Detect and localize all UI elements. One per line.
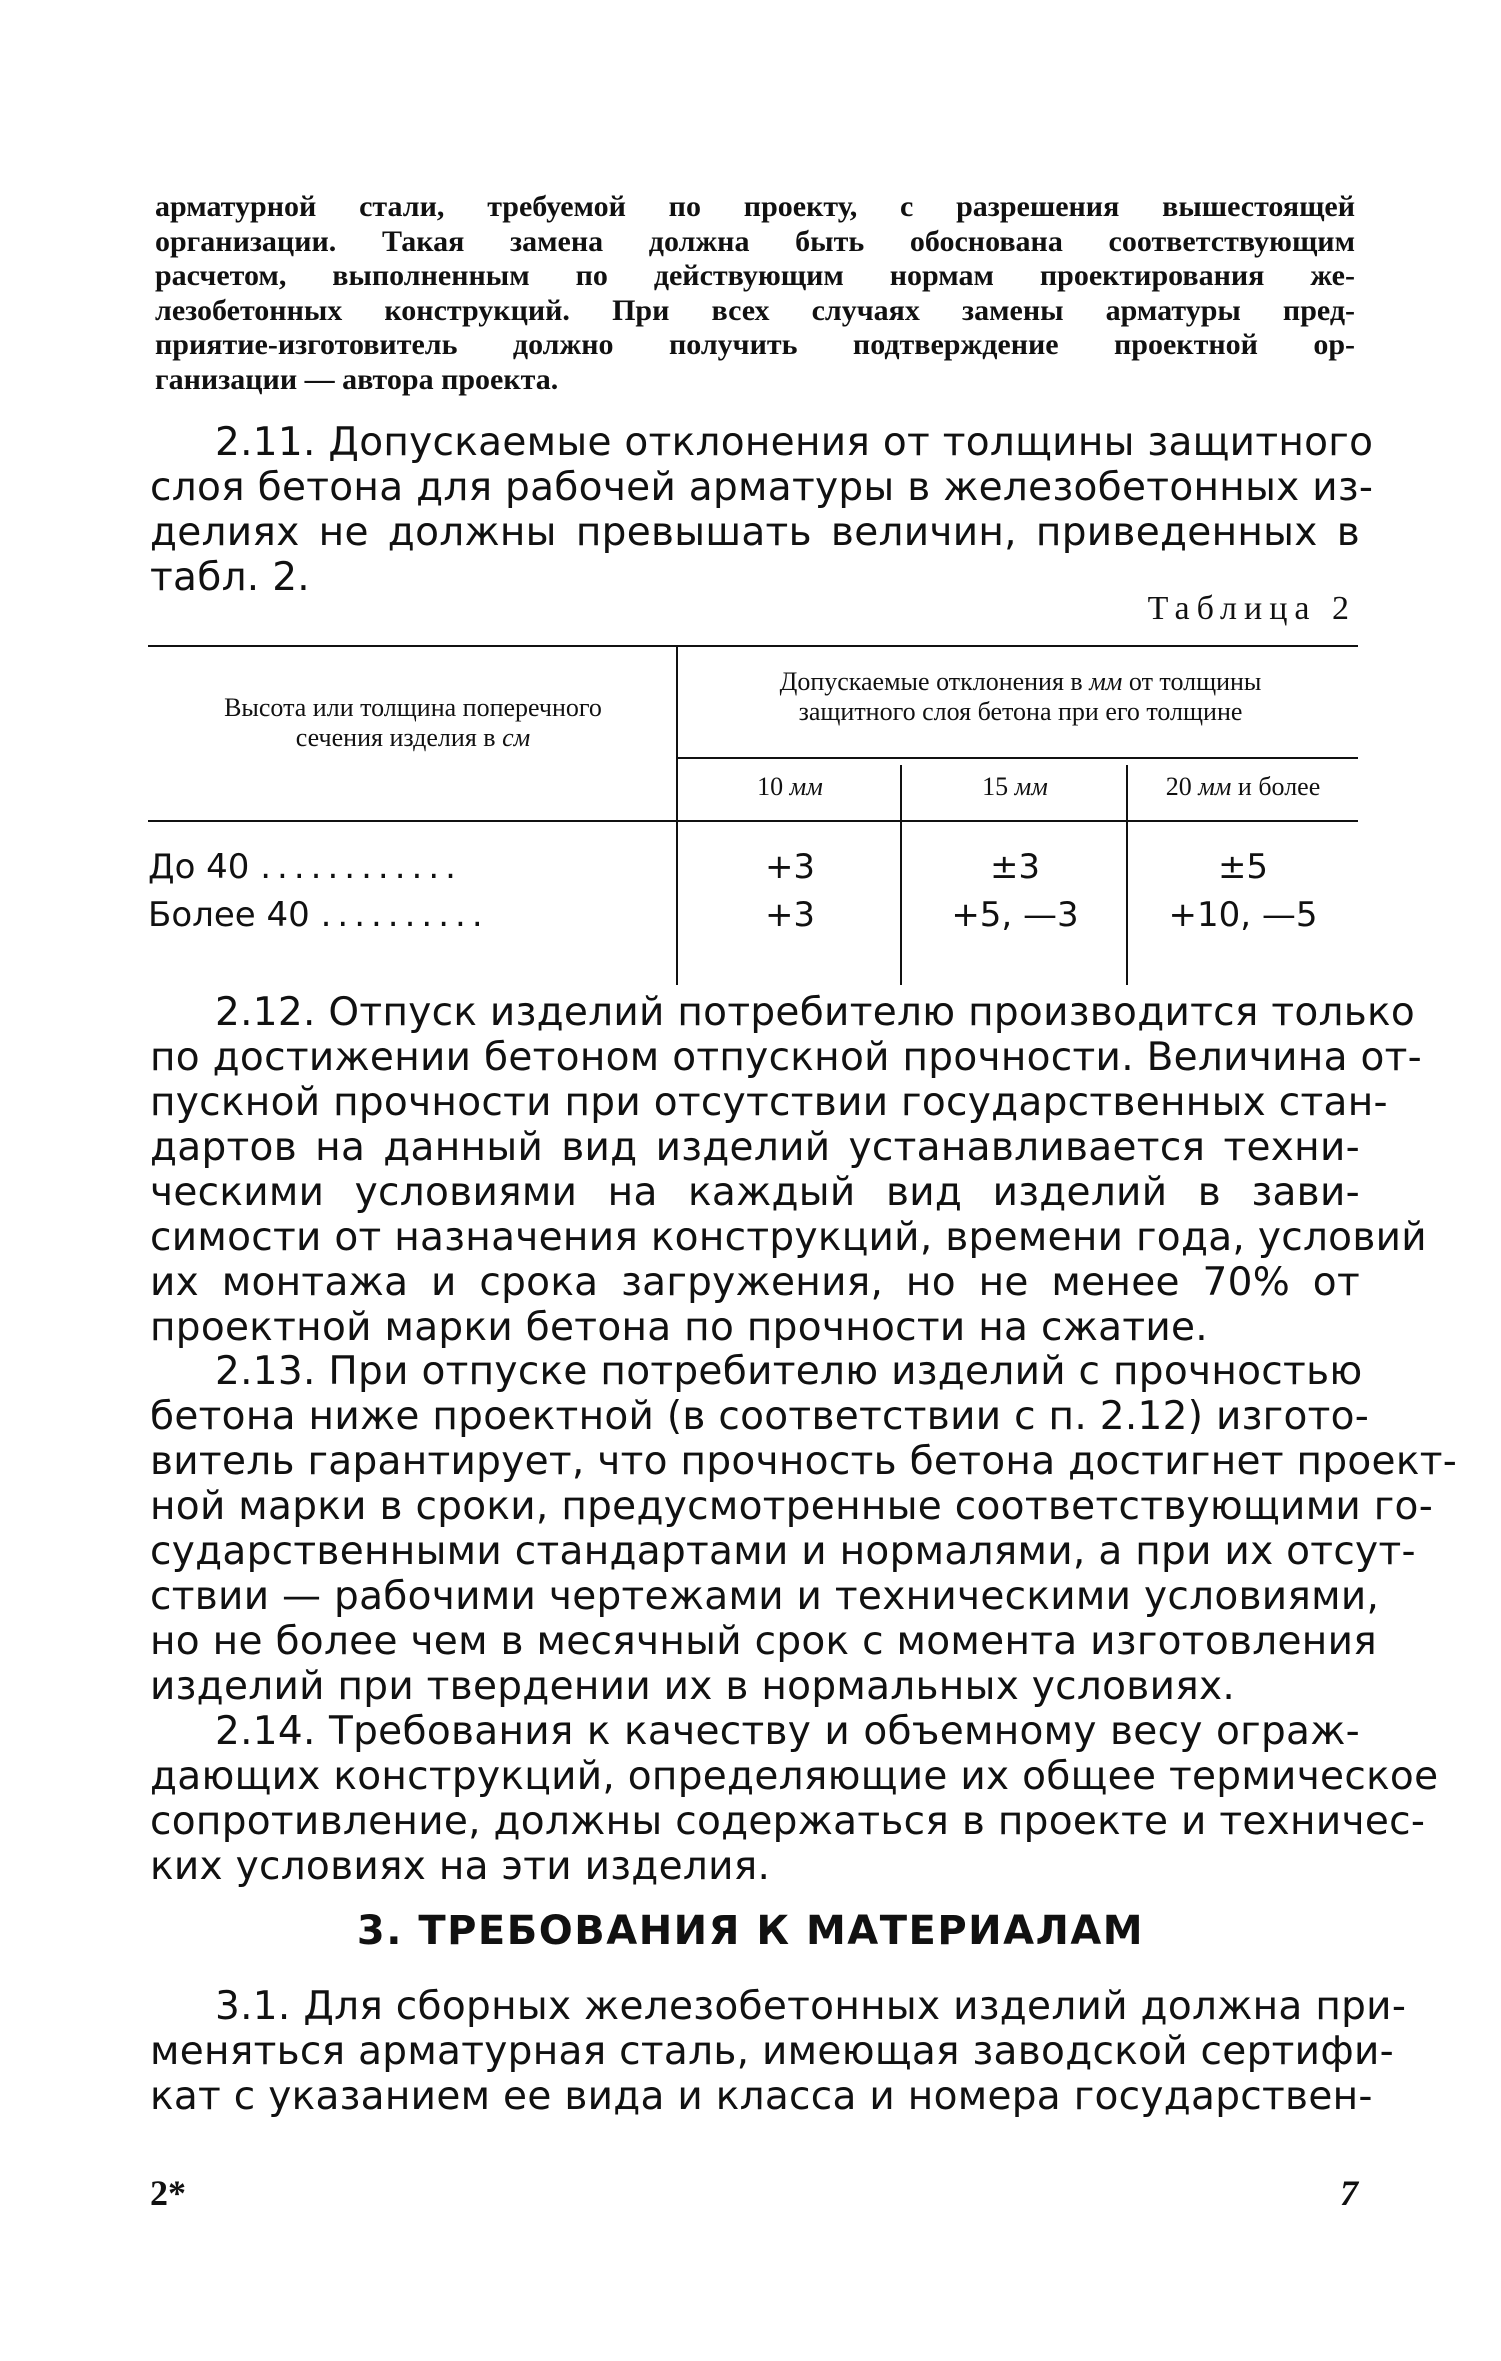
text-line: ких условиях на эти изделия. — [150, 1844, 771, 1889]
subheader-number: 10 — [757, 772, 784, 801]
header-text: от толщины — [1128, 667, 1262, 696]
text-line: симости от назначения конструкций, времени года, условий — [150, 1215, 1427, 1260]
text-line: слоя бетона для рабочей арматуры в железобетонных из- — [150, 465, 1374, 510]
column-group-header — [683, 667, 1358, 727]
paragraph-2-13 — [150, 1349, 1458, 1709]
row-label-bolee-40 — [148, 895, 489, 935]
unit-text: мм — [1014, 772, 1048, 801]
text-line: делиях не должны превышать величин, приведенных в — [150, 510, 1360, 555]
subheader-15mm — [904, 772, 1126, 802]
leader-dots: .......... — [320, 895, 489, 935]
text-line: кат с указанием ее вида и класса и номера государствен- — [150, 2074, 1373, 2119]
text-line: сопротивление, должны содержаться в проекте и техничес- — [150, 1799, 1426, 1844]
subheader-10mm — [680, 772, 900, 802]
header-line — [158, 723, 668, 753]
text-line: табл. 2. — [150, 555, 310, 600]
subheader-number: 20 — [1165, 772, 1192, 801]
text-line: организации. Такая замена должна быть обоснована соответствующим — [155, 224, 1355, 258]
paragraph-2-14 — [150, 1709, 1439, 1889]
unit-text: мм — [1089, 667, 1123, 696]
header-line: Высота или толщина поперечного — [224, 693, 602, 722]
header-line — [683, 667, 1358, 697]
text-line: приятие-изготовитель должно получить подтверждение проектной ор- — [155, 328, 1355, 361]
text-line: пускной прочности при отсутствии государственных стан- — [150, 1080, 1388, 1125]
text-line: по достижении бетоном отпускной прочности. Величина от- — [150, 1035, 1423, 1080]
text-line: лезобетонных конструкций. При всех случаях замены арматуры пред- — [155, 293, 1355, 327]
table-cell: +3 — [764, 847, 816, 887]
signature-mark: 2* — [150, 2173, 186, 2213]
text-line: ческими условиями на каждый вид изделий в зави- — [150, 1170, 1360, 1215]
leader-dots: ............ — [260, 847, 462, 887]
text-line: 2.12. Отпуск изделий потребителю производится только — [215, 990, 1416, 1035]
text-line: арматурной стали, требуемой по проекту, с разрешения вышестоящей — [155, 190, 1355, 223]
section-heading: 3. ТРЕБОВАНИЯ К МАТЕРИАЛАМ — [356, 1908, 1145, 1954]
text-line: но не более чем в месячный срок с момента изготовления — [150, 1619, 1377, 1664]
paragraph-3-1 — [150, 1984, 1407, 2119]
text-line: дающих конструкций, определяющие их общее термическое — [150, 1754, 1439, 1799]
text-line: меняться арматурная сталь, имеющая заводской сертифи- — [150, 2029, 1394, 2074]
subheader-20mm — [1128, 772, 1358, 802]
text-line: витель гарантирует, что прочность бетона достигнет проект- — [150, 1439, 1458, 1484]
table-cell: +10, —5 — [1168, 895, 1318, 935]
text-line: ной марки в сроки, предусмотренные соответствующими го- — [150, 1484, 1434, 1529]
row-label-do-40 — [148, 847, 462, 887]
paragraph-2-12 — [150, 990, 1427, 1350]
text-line: изделий при твердении их в нормальных условиях. — [150, 1664, 1236, 1709]
table-vertical-rule — [676, 645, 678, 985]
text-line: ганизации — автора проекта. — [155, 362, 559, 396]
table-cell: +5, —3 — [951, 895, 1079, 935]
header-line: защитного слоя бетона при его толщине — [798, 697, 1243, 726]
header-text: сечения изделия в — [295, 723, 496, 752]
unit-text: см — [502, 723, 531, 752]
text-line: их монтажа и срока загружения, но не менее 70% от — [150, 1260, 1360, 1305]
table-cell: ±5 — [1217, 847, 1269, 887]
text-line: ствии — рабочими чертежами и техническими условиями, — [150, 1574, 1380, 1619]
text-line: расчетом, выполненным по действующим нормам проектирования же- — [155, 259, 1355, 292]
text-line: дартов на данный вид изделий устанавливается техни- — [150, 1125, 1360, 1170]
table-top-rule — [148, 645, 1358, 647]
table-cell: +3 — [764, 895, 816, 935]
unit-text: мм — [1198, 772, 1232, 801]
text-line: 2.13. При отпуске потребителю изделий с прочностью — [215, 1349, 1363, 1394]
table-cell: ±3 — [989, 847, 1041, 887]
paragraph-2-11 — [150, 420, 1374, 600]
text-line: 3.1. Для сборных железобетонных изделий должна при- — [215, 1984, 1407, 2029]
subheader-suffix: и более — [1237, 772, 1321, 801]
unit-text: мм — [789, 772, 823, 801]
row-label-text: До 40 — [148, 847, 250, 887]
row-label-text: Более 40 — [148, 895, 310, 935]
deviation-table — [148, 645, 1358, 985]
text-line: бетона ниже проектной (в соответствии с п. 2.12) изгото- — [150, 1394, 1370, 1439]
header-text: Допускаемые отклонения в — [779, 667, 1083, 696]
table-vertical-rule — [900, 765, 902, 985]
text-line: 2.14. Требования к качеству и объемному весу ограж- — [215, 1709, 1360, 1754]
subheader-number: 15 — [982, 772, 1009, 801]
text-line: 2.11. Допускаемые отклонения от толщины защитного — [215, 420, 1374, 465]
continuation-paragraph — [155, 190, 1355, 397]
table-subheader-rule — [678, 757, 1358, 759]
text-line: проектной марки бетона по прочности на сжатие. — [150, 1305, 1208, 1350]
table-header-bottom-rule — [148, 820, 1358, 822]
column-header-height — [158, 693, 668, 753]
table-caption: Таблица 2 — [1147, 590, 1356, 627]
page-number: 7 — [1340, 2173, 1358, 2213]
text-line: сударственными стандартами и нормалями, а при их отсут- — [150, 1529, 1416, 1574]
